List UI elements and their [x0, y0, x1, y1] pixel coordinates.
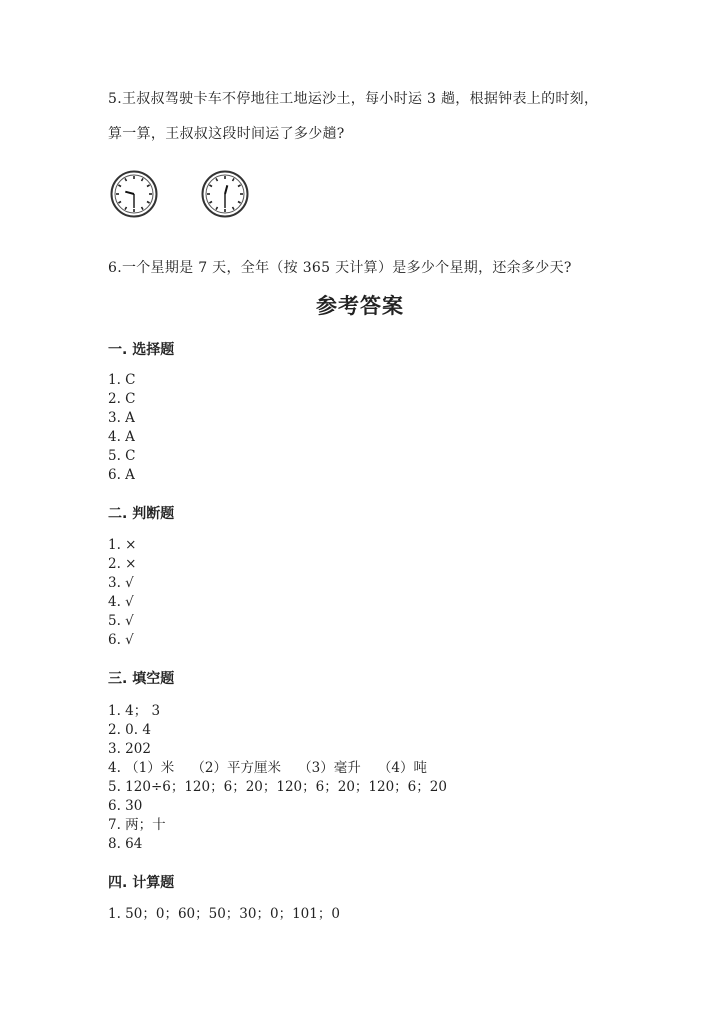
- answer-item: 2. C: [108, 391, 136, 407]
- question-5-line-2: 算一算，王叔叔这段时间运了多少趟?: [108, 126, 345, 142]
- clock-end-icon: [201, 170, 249, 218]
- answer-title: 参考答案: [316, 293, 404, 318]
- clock-start-icon: [110, 170, 158, 218]
- answer-item: 2. ×: [108, 556, 137, 572]
- answer-item: 4. A: [108, 429, 135, 445]
- answer-item: 2. 0. 4: [108, 722, 151, 738]
- section-heading-judgement: 二. 判断题: [108, 506, 175, 522]
- answer-item: 4. √: [108, 594, 134, 610]
- answer-item: 5. 120÷6；120；6；20；120；6；20；120；6；20: [108, 779, 447, 795]
- answer-item: 8. 64: [108, 836, 143, 852]
- answer-item: 3. √: [108, 575, 134, 591]
- answer-list-fill-blank: [108, 702, 447, 854]
- section-heading-choice: 一. 选择题: [108, 342, 175, 358]
- answer-item: 6. √: [108, 632, 134, 648]
- answer-item: 1. 4； 3: [108, 703, 161, 719]
- answer-item: 5. √: [108, 613, 134, 629]
- question-5-line-1: 5.王叔叔驾驶卡车不停地往工地运沙土，每小时运 3 趟，根据钟表上的时刻，: [108, 91, 599, 107]
- answer-list-calculation: [108, 905, 340, 924]
- answer-item: 6. A: [108, 467, 135, 483]
- question-6: 6.一个星期是 7 天，全年（按 365 天计算）是多少个星期，还余多少天?: [108, 260, 572, 276]
- answer-item: 3. 202: [108, 741, 151, 757]
- answer-item: 3. A: [108, 410, 135, 426]
- answer-item: 6. 30: [108, 798, 143, 814]
- answer-item: 1. C: [108, 372, 136, 388]
- section-heading-calculation: 四. 计算题: [108, 875, 175, 891]
- answer-item: 4. （1）米 （2）平方厘米 （3）毫升 （4）吨: [108, 760, 428, 776]
- section-heading-fill-blank: 三. 填空题: [108, 671, 175, 687]
- answer-item: 5. C: [108, 448, 136, 464]
- answer-list-choice: [108, 371, 136, 485]
- answer-item: 7. 两；十: [108, 817, 166, 833]
- answer-item: 1. 50；0；60；50；30；0；101；0: [108, 906, 340, 922]
- answer-list-judgement: [108, 536, 136, 650]
- answer-item: 1. ×: [108, 537, 137, 553]
